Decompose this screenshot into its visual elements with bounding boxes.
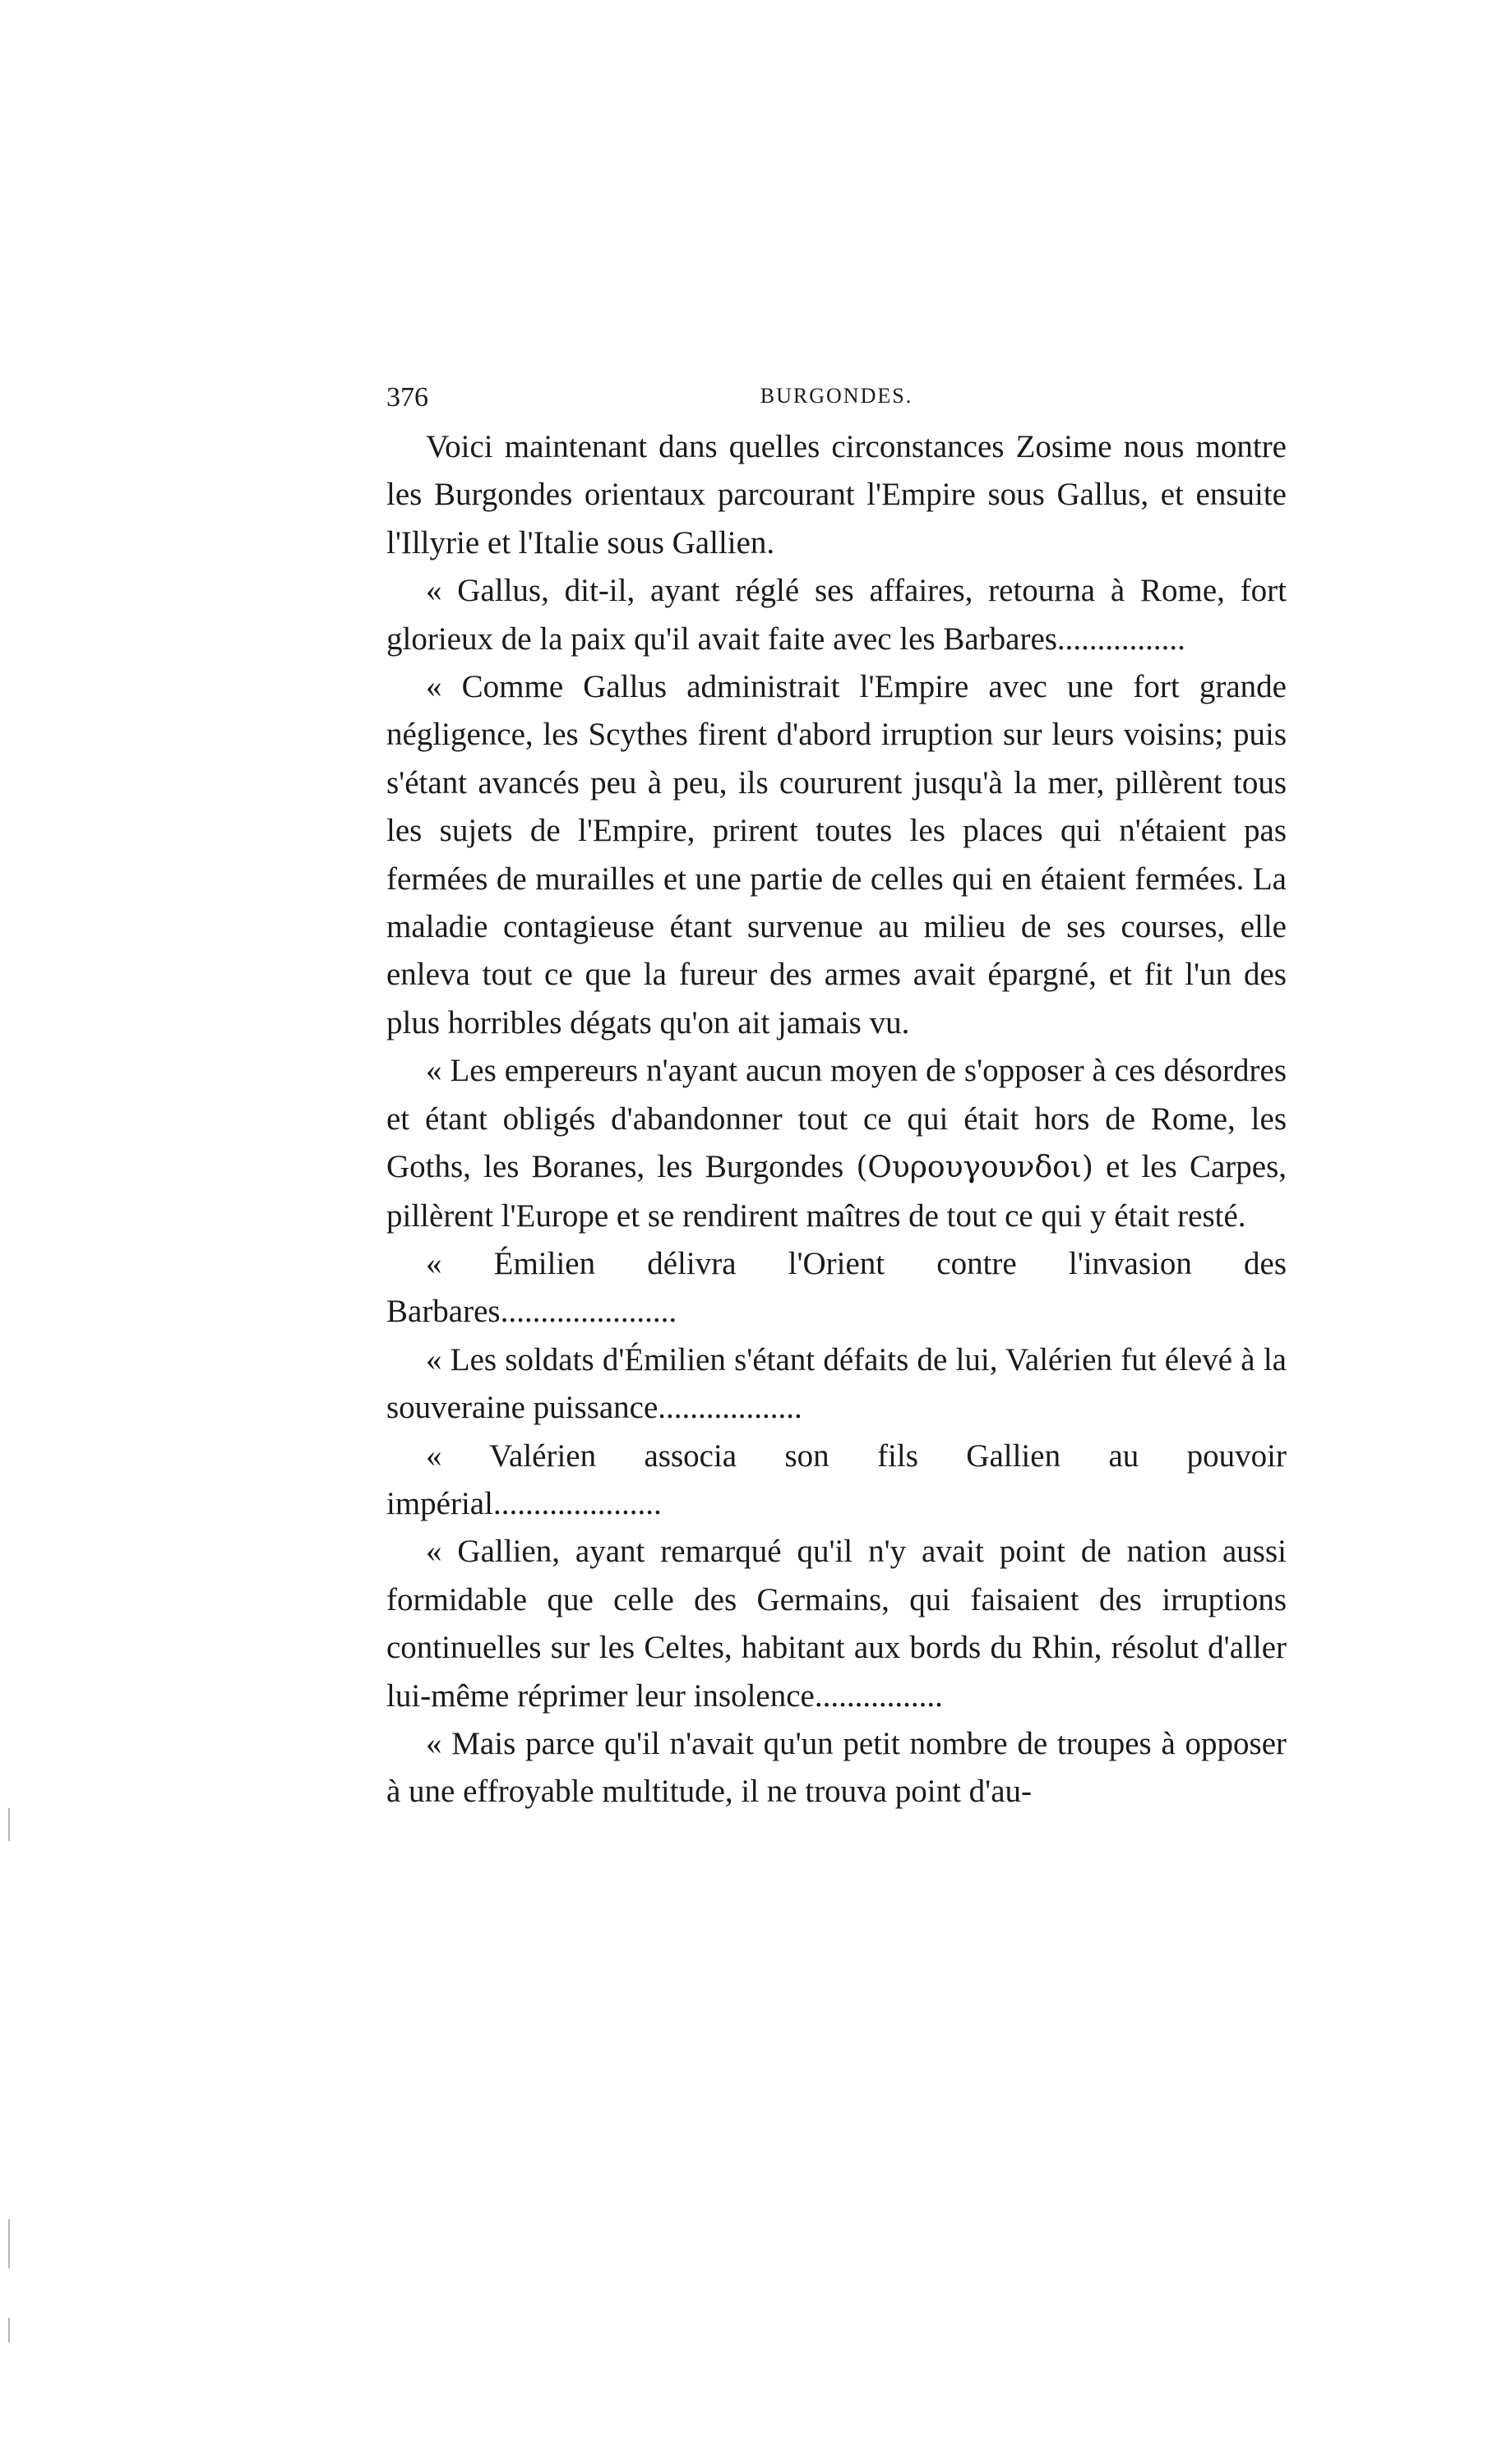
running-head (386, 374, 1287, 423)
paragraph-text: et les Carpes, pillèrent l'Europe et se rendirent maîtres de tout ce qui y était resté. (386, 1149, 1287, 1234)
paragraph: « Comme Gallus administrait l'Empire avec une fort grande négligence, les Scythes firent d'abord irruption sur leurs voisins; puis s'étant avancés peu à peu, ils coururent jusqu'à la mer, pillèrent tous les sujets de l'Empire, prirent toutes les places qui n'étaient pas fermées de murailles et une partie de celles qui en étaient fermées. La maladie contagieuse étant survenue au milieu de ses courses, elle enleva tout ce que la fureur des armes avait épargné, et fit l'un des plus horribles dégats qu'on ait jamais vu. (386, 669, 1287, 1041)
book-page (386, 374, 1287, 1816)
paragraph: « Émilien délivra l'Orient contre l'invasion des Barbares...................... (386, 1245, 1287, 1330)
paragraph: « Gallus, dit-il, ayant réglé ses affaires, retourna à Rome, fort glorieux de la paix qu'il avait faite avec les Barbares................ (386, 573, 1287, 657)
scan-edge-mark (8, 2219, 10, 2268)
paragraph: « Valérien associa son fils Gallien au pouvoir impérial..................... (386, 1437, 1287, 1521)
paragraph (386, 1047, 1287, 1240)
paragraph: « Les soldats d'Émilien s'étant défaits de lui, Valérien fut élevé à la souveraine puissance.................. (386, 1341, 1287, 1426)
paragraph-text: « Les empereurs n'ayant aucun moyen de s'opposer à ces désordres et étant obligés d'abandonner tout ce qui était hors de Rome, les Goths, les Boranes, les Burgondes (386, 1053, 1287, 1185)
running-title: BURGONDES. (760, 384, 913, 408)
scan-edge-mark (8, 1808, 10, 1841)
paragraph: « Gallien, ayant remarqué qu'il n'y avait point de nation aussi formidable que celle des Germains, qui faisaient des irruptions continuelles sur les Celtes, habitant aux bords du Rhin, résolut d'aller lui-même réprimer leur insolence................ (386, 1534, 1287, 1714)
body-text (386, 423, 1287, 1816)
paragraph: « Mais parce qu'il n'avait qu'un petit nombre de troupes à opposer à une effroyable multitude, il ne trouva point d'au- (386, 1725, 1287, 1810)
scan-edge-mark (8, 2318, 10, 2342)
page-number: 376 (386, 382, 428, 413)
paragraph: Voici maintenant dans quelles circonstances Zosime nous montre les Burgondes orientaux parcourant l'Empire sous Gallus, et ensuite l'Illyrie et l'Italie sous Gallien. (386, 429, 1287, 561)
greek-term: (Ουρουγουνδοι) (856, 1151, 1093, 1185)
